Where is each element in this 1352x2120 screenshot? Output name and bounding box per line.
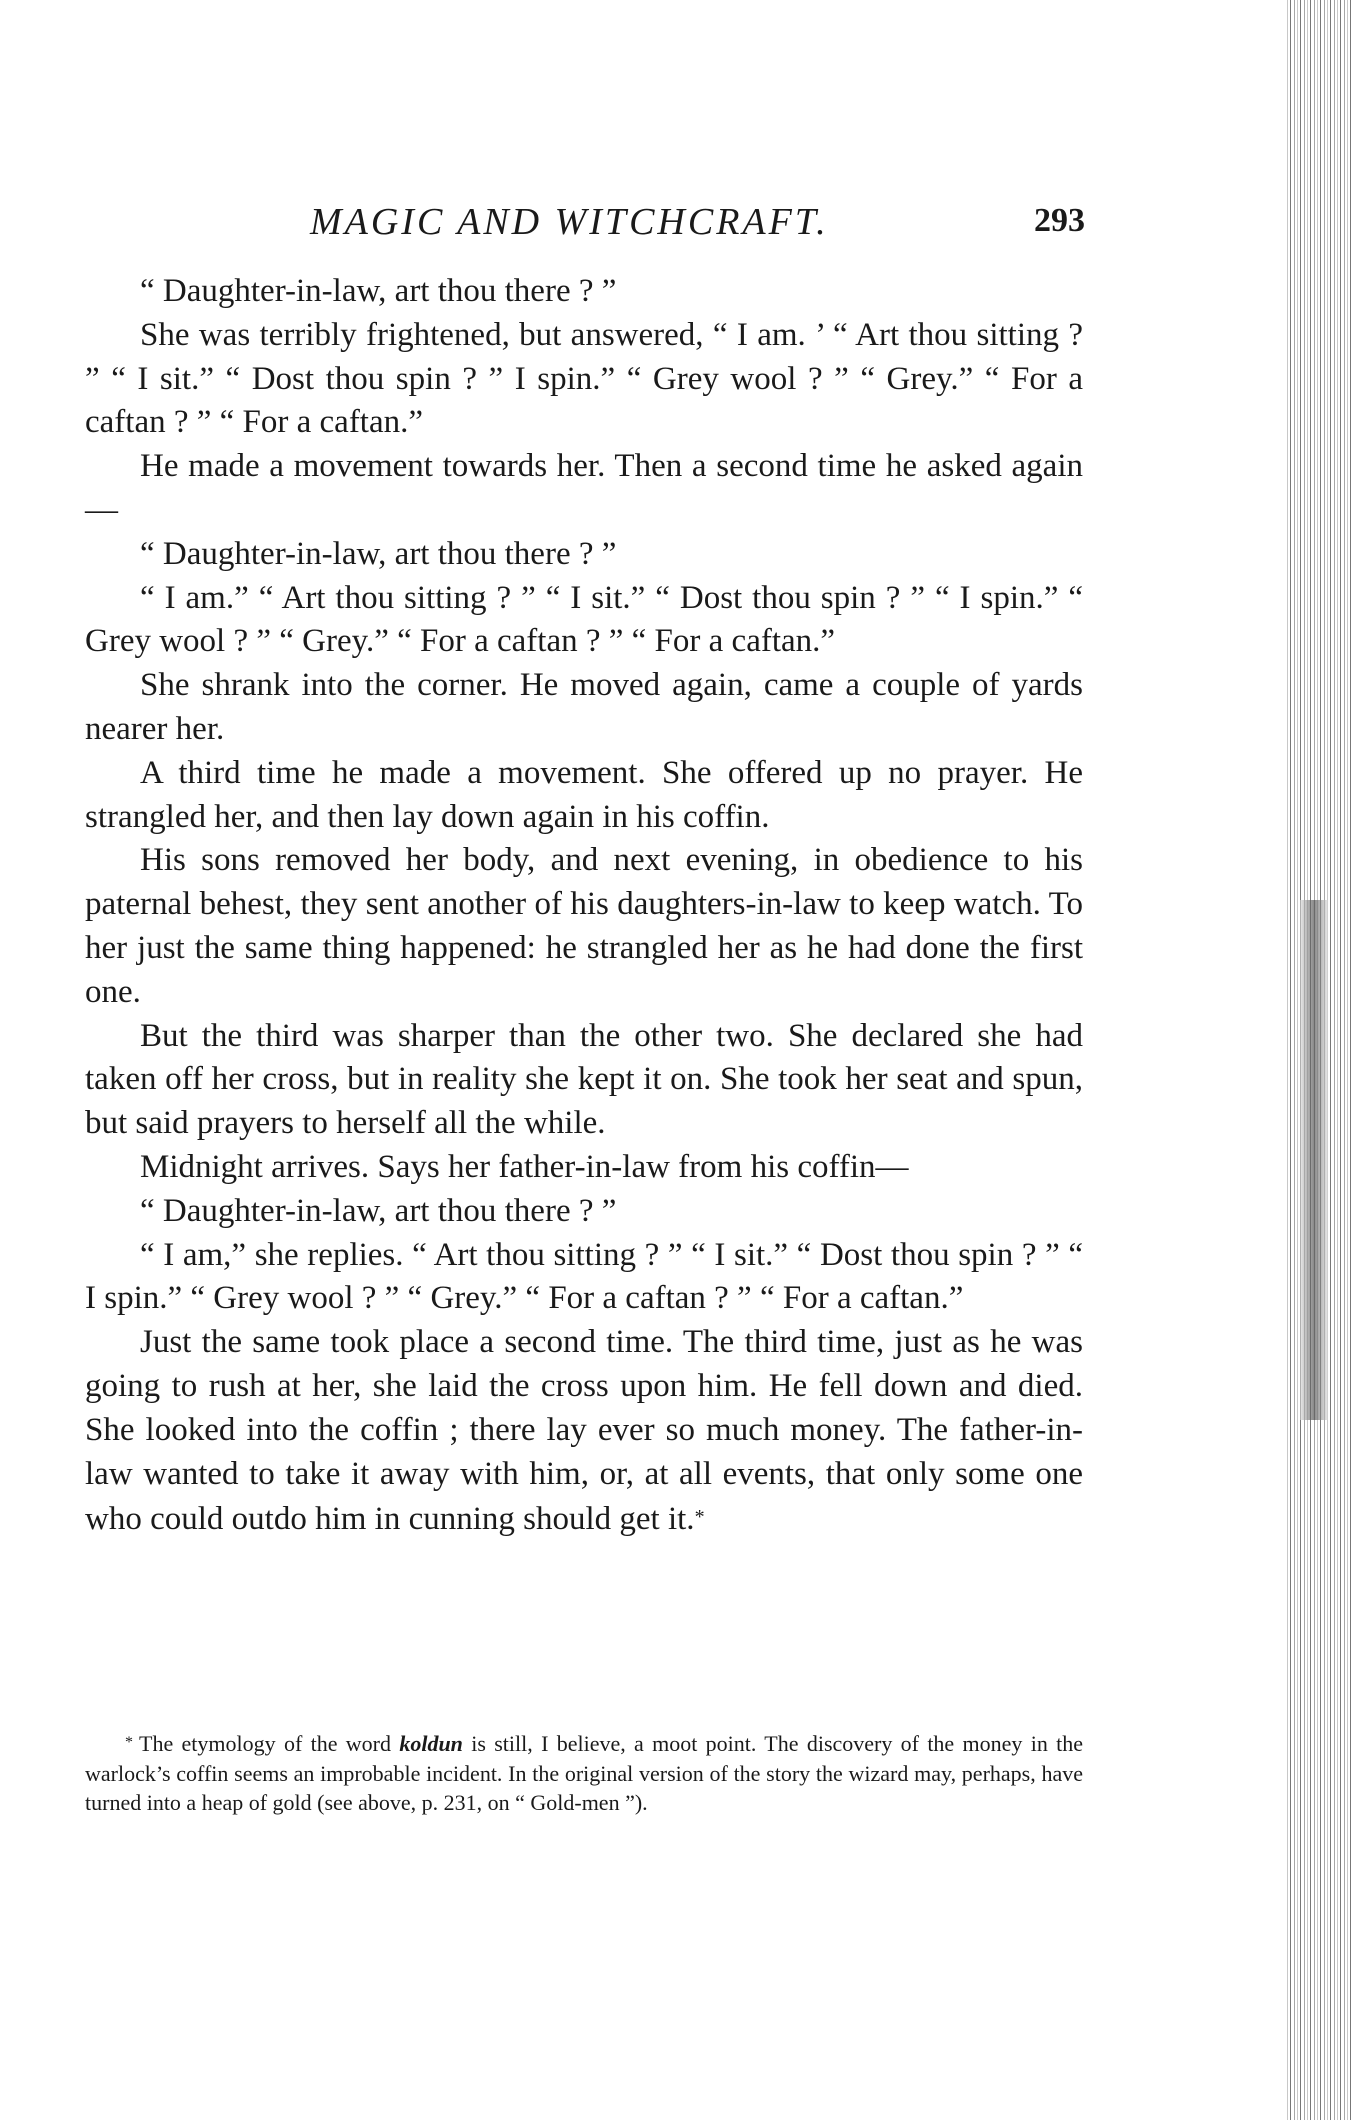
footnote-marker: * xyxy=(125,1734,133,1751)
paragraph: “ I am,” she replies. “ Art thou sitting ? ” “ I sit.” “ Dost thou spin ? ” “ I spin.” “ Grey wool ? ” “ Grey.” “ For a caftan ? ” “ For a caftan.” xyxy=(85,1236,1083,1317)
paragraph-last xyxy=(85,1321,1083,1542)
footnote-text-end: is still, I believe, a moot point. The discovery of the money in the warlock’s coffin seems an improbable incident. In the original version of the story the wizard may, perhaps, have turned into a heap of gold (see above, p. 231, on “ Gold-men ”). xyxy=(85,1731,1084,1815)
paragraph: A third time he made a movement. She offered up no prayer. He strangled her, and then lay down again in his coffin. xyxy=(85,754,1083,835)
paragraph: She shrank into the corner. He moved again, came a couple of yards nearer her. xyxy=(85,667,1083,747)
page-number: 293 xyxy=(1034,202,1085,239)
footnote xyxy=(85,1728,1083,1818)
body-text xyxy=(85,270,1083,1542)
footnote-italic-word: koldun xyxy=(399,1731,463,1756)
footnote-reference[interactable]: * xyxy=(694,1506,705,1529)
paragraph: But the third was sharper than the other two. She declared she had taken off her cross, but in reality she kept it on. She took her seat and spun, but said prayers to herself all the while. xyxy=(85,1017,1083,1142)
footnote-text-start: The etymology of the word xyxy=(139,1731,391,1756)
paragraph: He made a movement towards her. Then a second time he asked again— xyxy=(85,448,1083,528)
running-head xyxy=(85,200,1085,260)
page-gutter-shadow xyxy=(1300,900,1328,1420)
footnote-paragraph xyxy=(85,1728,1083,1818)
paragraph: His sons removed her body, and next evening, in obedience to his paternal behest, they sent another of his daughters-in-law to keep watch. To her just the same thing happened: he strangled her as he had done the first one. xyxy=(85,842,1083,1010)
paragraph: “ Daughter-in-law, art thou there ? ” xyxy=(140,1192,617,1229)
paragraph: She was terribly frightened, but answered, “ I am. ’ “ Art thou sitting ? ” “ I sit.” “ Dost thou spin ? ” I spin.” “ Grey wool ? ” “ Grey.” “ For a caftan ? ” “ For a caftan.” xyxy=(85,316,1083,441)
paragraph: “ Daughter-in-law, art thou there ? ” xyxy=(140,273,617,309)
paragraph: Midnight arrives. Says her father-in-law from his coffin— xyxy=(140,1148,909,1185)
paragraph-last-text: Just the same took place a second time. The third time, just as he was going to rush at her, she laid the cross upon him. He fell down and died. She looked into the coffin ; there lay ever so much money. The father-in-law wanted to take it away with him, or, at all events, that only some one who could outdo him in cunning should get it. xyxy=(85,1324,1083,1538)
paragraph: “ I am.” “ Art thou sitting ? ” “ I sit.” “ Dost thou spin ? ” “ I spin.” “ Grey wool ? ” “ Grey.” “ For a caftan ? ” “ For a caftan.” xyxy=(85,579,1083,660)
running-title: MAGIC AND WITCHCRAFT. xyxy=(310,201,829,243)
paragraph: “ Daughter-in-law, art thou there ? ” xyxy=(140,535,617,572)
